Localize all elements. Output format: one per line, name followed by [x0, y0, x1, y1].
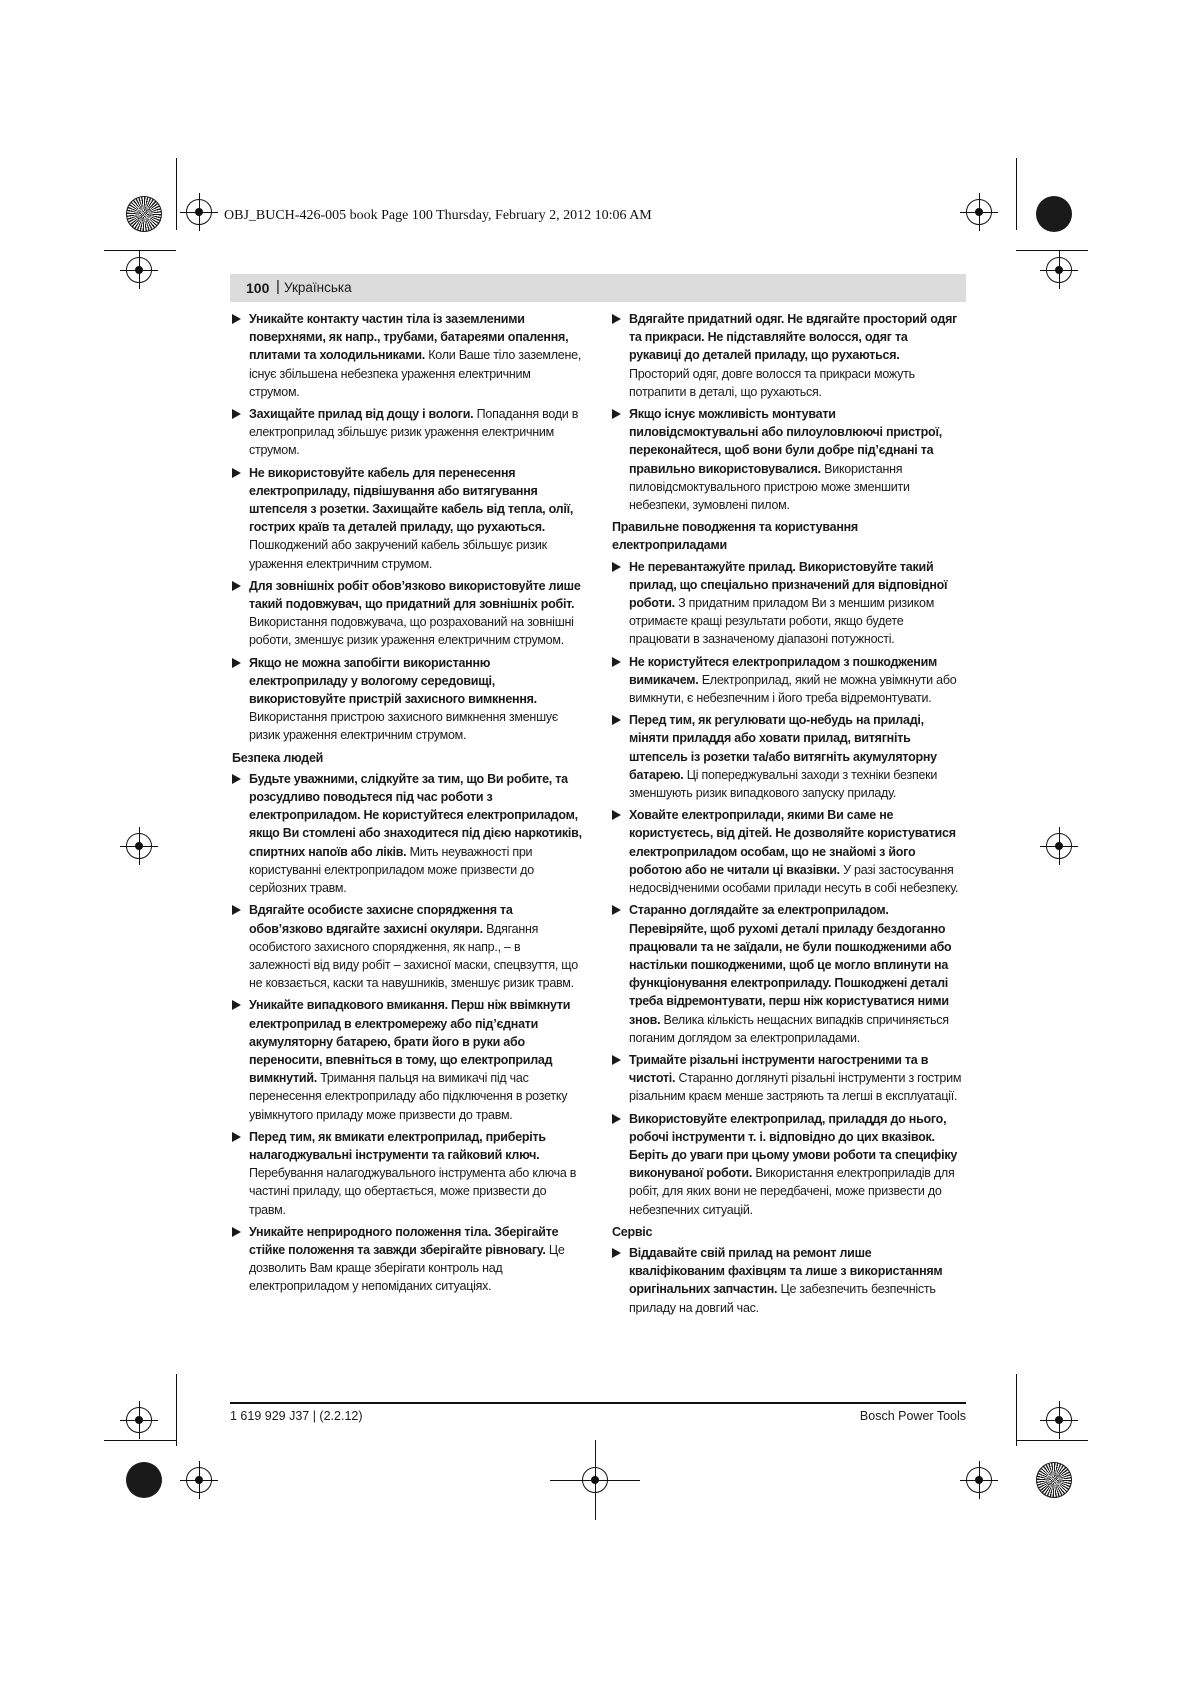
safety-item: Не користуйтеся електроприладом з пошкодженим вимикачем. Електроприлад, який не можна увімкнути або вимкнути, є небезпечним і його треба відремонтувати.	[612, 653, 962, 708]
safety-item: Будьте уважними, слідкуйте за тим, що Ви робите, та розсудливо поводьтеся під час роботи з електроприладом. Не користуйтеся електроприладом, якщо Ви стомлені або знаходитеся під дією наркотиків, спиртних напоїв або ліків. Мить неуважності при користуванні електроприладом може призвести до серйозних травм.	[232, 770, 582, 897]
safety-item: Використовуйте електроприлад, приладдя до нього, робочі інструменти т. і. відповідно до цих вказівок. Беріть до уваги при цьому умови роботи та специфіку виконуваної роботи. Використання електроприладів для робіт, для яких вони не передбачені, може призвести до небезпечних ситуацій.	[612, 1110, 962, 1219]
footer-document-number: 1 619 929 J37 | (2.2.12)	[230, 1409, 363, 1423]
safety-item: Якщо існує можливість монтувати пиловідсмоктувальні або пилоуловлюючі пристрої, переконайтеся, щоб вони були добре під’єднані та правильно використовувалися. Використання пиловідсмоктувального пристрою може зменшити небезпеки, зумовлені пилом.	[612, 405, 962, 514]
left-column	[232, 310, 582, 1300]
bullet-triangle-icon	[232, 774, 241, 784]
bullet-triangle-icon	[612, 1114, 621, 1124]
page-header	[230, 274, 966, 302]
bullet-triangle-icon	[232, 581, 241, 591]
safety-item: Якщо не можна запобігти використанню електроприладу у вологому середовищі, використовуйте пристрій захисного вимкнення. Використання пристрою захисного вимкнення зменшує ризик ураження електричним струмом.	[232, 654, 582, 745]
registration-target	[1046, 257, 1072, 283]
crop-mark	[1016, 1374, 1017, 1446]
safety-item: Захищайте прилад від дощу і вологи. Попадання води в електроприлад збільшує ризик ураження електричним струмом.	[232, 405, 582, 460]
bullet-triangle-icon	[612, 409, 621, 419]
registration-target	[966, 199, 992, 225]
safety-item: Уникайте випадкового вмикання. Перш ніж ввімкнути електроприлад в електромережу або під’єднати акумуляторну батарею, брати його в руки або переносити, впевніться в тому, що електроприлад вимкнутий. Тримання пальця на вимикачі під час перенесення електроприладу або підключення в розетку увімкнутого приладу може призвести до травм.	[232, 996, 582, 1123]
safety-item: Не перевантажуйте прилад. Використовуйте такий прилад, що спеціально призначений для відповідної роботи. З придатним приладом Ви з меншим ризиком отримаєте кращі результати роботи, якщо будете працювати в зазначеному діапазоні потужності.	[612, 558, 962, 649]
bullet-triangle-icon	[232, 905, 241, 915]
bullet-triangle-icon	[612, 1248, 621, 1258]
bullet-triangle-icon	[612, 1055, 621, 1065]
bullet-triangle-icon	[612, 715, 621, 725]
starburst-mark	[126, 196, 162, 232]
section-heading-tool-use: Правильне поводження та користування електроприладами	[612, 520, 858, 553]
header-separator: |	[276, 278, 280, 295]
safety-item: Перед тим, як вмикати електроприлад, приберіть налагоджувальні інструменти та гайковий ключ. Перебування налагоджувального інструмента або ключа в частині приладу, що обертається, може призвести до травм.	[232, 1128, 582, 1219]
safety-item: Вдягайте придатний одяг. Не вдягайте просторий одяг та прикраси. Не підставляйте волосся, одяг та рукавиці до деталей приладу, що рухаються. Просторий одяг, довге волосся та прикраси можуть потрапити в деталі, що рухаються.	[612, 310, 962, 401]
safety-item: Для зовнішніх робіт обов’язково використовуйте лише такий подовжувач, що придатний для зовнішніх робіт. Використання подовжувача, що розрахований на зовнішні роботи, зменшує ризик ураження електричним струмом.	[232, 577, 582, 650]
section-heading-service: Сервіс	[612, 1224, 653, 1239]
bullet-triangle-icon	[232, 1132, 241, 1142]
safety-item: Уникайте контакту частин тіла із заземленими поверхнями, як напр., трубами, батареями опалення, плитами та холодильниками. Коли Ваше тіло заземлене, існує збільшена небезпека ураження електричним струмом.	[232, 310, 582, 401]
registration-target	[1046, 833, 1072, 859]
starburst-mark	[1036, 1462, 1072, 1498]
safety-item: Віддавайте свій прилад на ремонт лише кваліфікованим фахівцям та лише з використанням оригінальних запчастин. Це забезпечить безпечність приладу на довгий час.	[612, 1244, 962, 1317]
registration-target	[126, 257, 152, 283]
safety-item: Тримайте різальні інструменти нагостреними та в чистоті. Старанно доглянуті різальні інструменти з гострим різальним краєм менше застряють та легші в експлуатації.	[612, 1051, 962, 1106]
bullet-triangle-icon	[612, 810, 621, 820]
registration-target	[1046, 1407, 1072, 1433]
crop-mark	[176, 1374, 177, 1446]
bullet-triangle-icon	[232, 409, 241, 419]
crop-mark	[1016, 250, 1088, 251]
color-mark	[1036, 196, 1072, 232]
page-number: 100	[246, 280, 270, 296]
registration-target	[966, 1467, 992, 1493]
safety-item: Не використовуйте кабель для перенесення електроприладу, підвішування або витягування штепселя з розетки. Захищайте кабель від тепла, олії, гострих країв та деталей приладу, що рухаються. Пошкоджений або закручений кабель збільшує ризик ураження електричним струмом.	[232, 464, 582, 573]
right-column	[612, 310, 962, 1321]
bullet-triangle-icon	[612, 905, 621, 915]
registration-target	[186, 199, 212, 225]
registration-target	[186, 1467, 212, 1493]
print-slug: OBJ_BUCH-426-005 book Page 100 Thursday, February 2, 2012 10:06 AM	[224, 208, 652, 223]
bullet-triangle-icon	[232, 468, 241, 478]
registration-target	[582, 1467, 608, 1493]
crop-mark	[176, 158, 177, 230]
section-heading-personal-safety: Безпека людей	[232, 750, 324, 765]
bullet-triangle-icon	[612, 657, 621, 667]
safety-item: Старанно доглядайте за електроприладом. Перевіряйте, щоб рухомі деталі приладу бездоганно працювали та не заїдали, не були пошкодженими або настільки пошкодженими, щоб це могло вплинути на функціонування електроприладу. Пошкоджені деталі треба відремонтувати, перш ніж користуватися ними знов. Велика кількість нещасних випадків спричиняється поганим доглядом за електроприладами.	[612, 901, 962, 1047]
bullet-triangle-icon	[612, 562, 621, 572]
safety-item: Ховайте електроприлади, якими Ви саме не користуєтесь, від дітей. Не дозволяйте користуватися електроприладом особам, що не знайомі з його роботою або не читали ці вказівки. У разі застосування недосвідченими особами прилади несуть в собі небезпеку.	[612, 806, 962, 897]
bullet-triangle-icon	[232, 1000, 241, 1010]
crop-mark	[1016, 158, 1017, 230]
bullet-triangle-icon	[232, 658, 241, 668]
footer-brand: Bosch Power Tools	[859, 1409, 966, 1423]
color-mark	[126, 1462, 162, 1498]
crop-mark	[1016, 1440, 1088, 1441]
safety-item: Уникайте неприродного положення тіла. Зберігайте стійке положення та завжди зберігайте рівновагу. Це дозволить Вам краще зберігати контроль над електроприладом у непоміданих ситуаціях.	[232, 1223, 582, 1296]
safety-item: Вдягайте особисте захисне спорядження та обов’язково вдягайте захисні окуляри. Вдягання особистого захисного спорядження, як напр., – в залежності від виду робіт – захисної маски, спецвзуття, що не ковзається, каски та навушників, зменшує ризик травм.	[232, 901, 582, 992]
footer-rule	[230, 1402, 966, 1404]
registration-target	[126, 833, 152, 859]
bullet-triangle-icon	[232, 1227, 241, 1237]
language-label: Українська	[284, 280, 352, 295]
bullet-triangle-icon	[612, 314, 621, 324]
bullet-triangle-icon	[232, 314, 241, 324]
registration-target	[126, 1407, 152, 1433]
safety-item: Перед тим, як регулювати що-небудь на приладі, міняти приладдя або ховати прилад, витягніть штепсель із розетки та/або витягніть акумуляторну батарею. Ці попереджувальні заходи з техніки безпеки зменшують ризик випадкового запуску приладу.	[612, 711, 962, 802]
crop-mark	[104, 1440, 176, 1441]
